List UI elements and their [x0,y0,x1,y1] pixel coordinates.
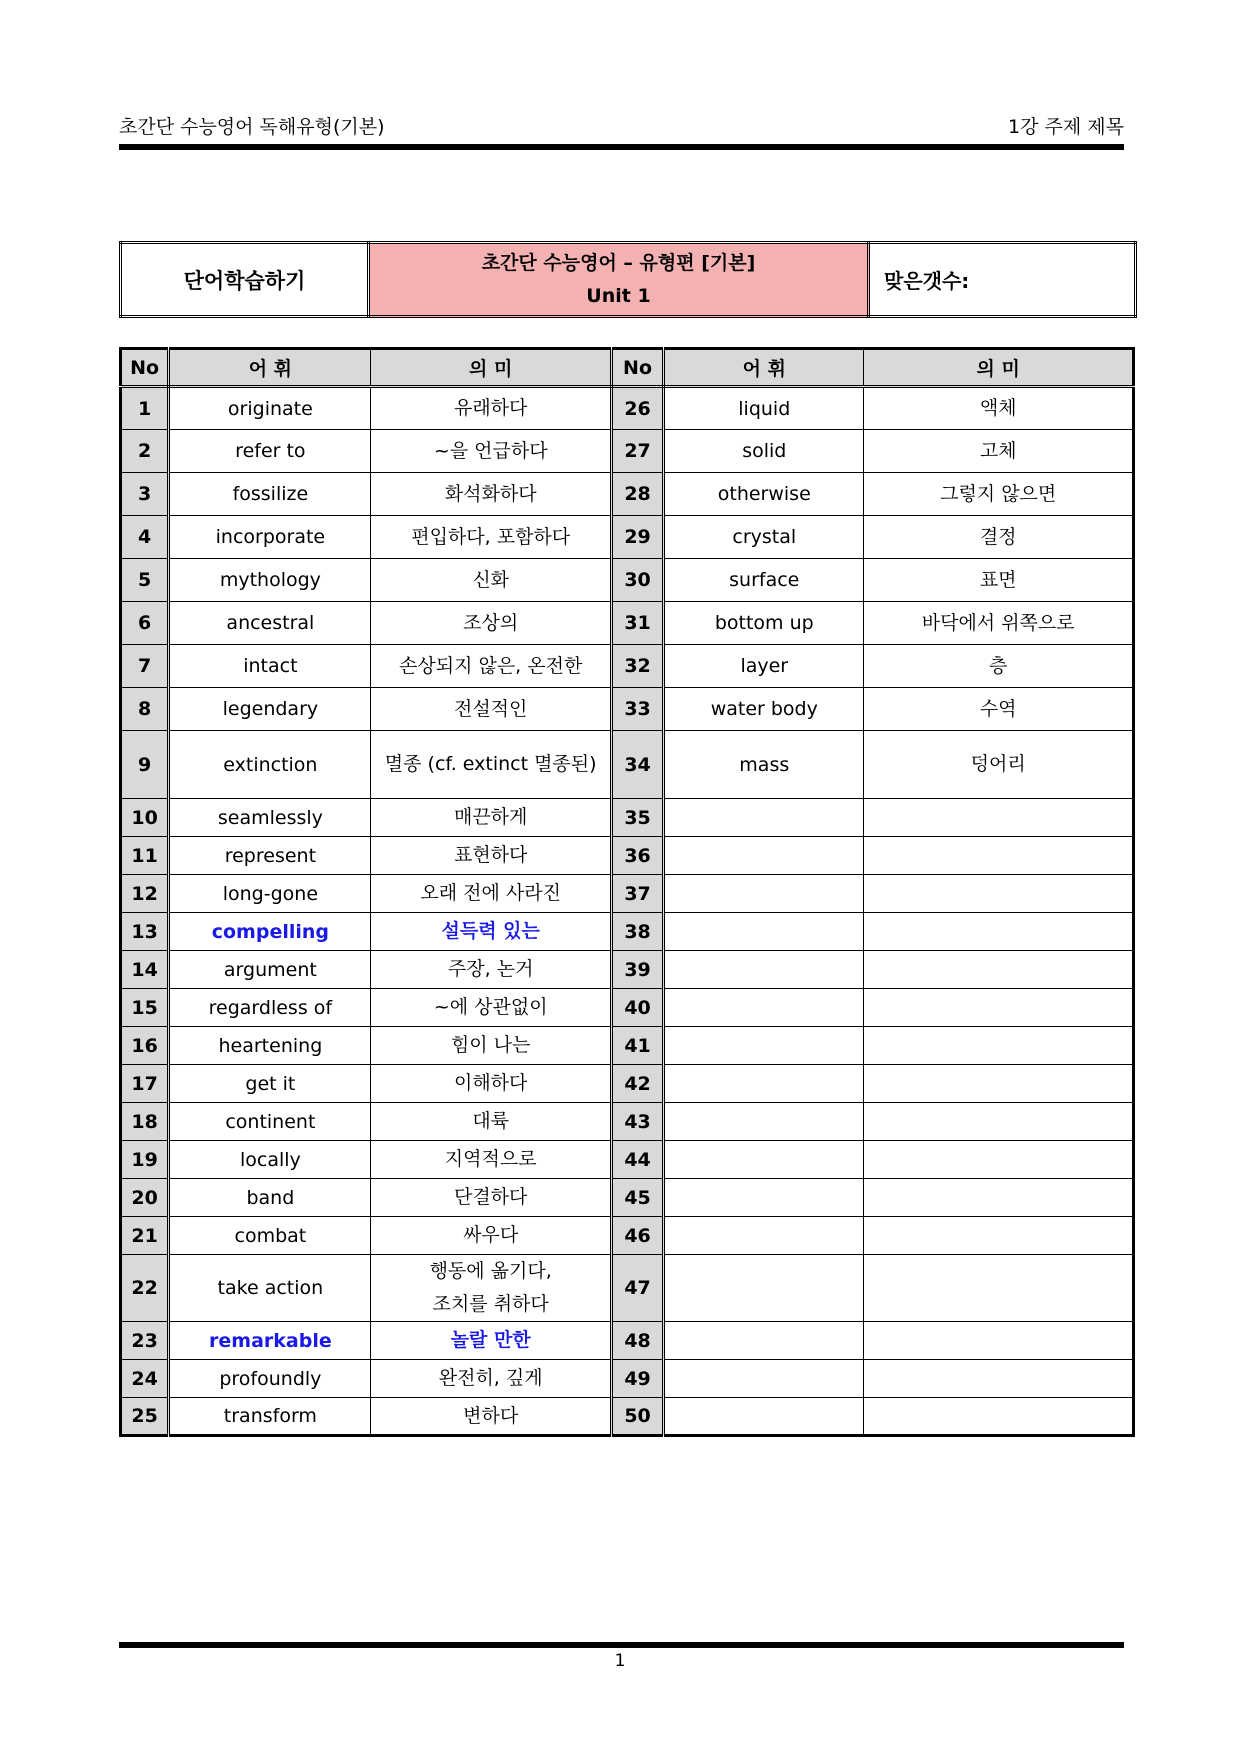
word-cell-2 [664,951,864,989]
unit-title: 초간단 수능영어 – 유형편 [기본] [481,251,756,274]
table-row [121,1103,1134,1141]
table-row [121,989,1134,1027]
word-cell-2 [664,913,864,951]
meaning-cell: 설득력 있는 [371,913,611,951]
meaning-cell: 완전히, 깊게 [371,1360,611,1398]
meaning-cell: 전설적인 [371,688,611,731]
row-number: 7 [121,645,169,688]
row-number-2: 50 [611,1398,663,1436]
meaning-cell: 지역적으로 [371,1141,611,1179]
meaning-cell: 오래 전에 사라진 [371,875,611,913]
word-cell-2: crystal [664,516,864,559]
word-cell-2 [664,1141,864,1179]
unit-title-cell [369,243,869,317]
word-cell-2: surface [664,559,864,602]
row-number: 17 [121,1065,169,1103]
table-row [121,951,1134,989]
word-cell-2: otherwise [664,473,864,516]
table-row [121,1398,1134,1436]
table-row [121,688,1134,731]
row-number: 10 [121,799,169,837]
word-cell-2 [664,1322,864,1360]
row-number: 16 [121,1027,169,1065]
meaning-cell: 화석화하다 [371,473,611,516]
word-cell: mythology [169,559,371,602]
word-cell-2 [664,1255,864,1322]
table-row [121,645,1134,688]
word-cell: transform [169,1398,371,1436]
word-cell: continent [169,1103,371,1141]
word-cell-2: solid [664,430,864,473]
table-row [121,799,1134,837]
meaning-cell-2 [864,1398,1134,1436]
row-number-2: 45 [611,1179,663,1217]
header-left-title: 초간단 수능영어 독해유형(기본) [119,116,385,138]
row-number-2: 38 [611,913,663,951]
score-label: 맞은갯수: [869,243,1136,317]
table-row [121,1179,1134,1217]
row-number-2: 37 [611,875,663,913]
meaning-cell-2 [864,913,1134,951]
col-meaning2-header: 의 미 [864,349,1134,387]
meaning-cell-2: 수역 [864,688,1134,731]
meaning-cell-2 [864,1141,1134,1179]
word-cell: remarkable [169,1322,371,1360]
meaning-cell-2 [864,1027,1134,1065]
meaning-cell-2: 그렇지 않으면 [864,473,1134,516]
meaning-cell-2: 고체 [864,430,1134,473]
meaning-cell-2 [864,1103,1134,1141]
meaning-cell-2 [864,1322,1134,1360]
row-number-2: 28 [611,473,663,516]
word-cell-2 [664,799,864,837]
row-number-2: 30 [611,559,663,602]
word-cell: long-gone [169,875,371,913]
meaning-cell: 주장, 논거 [371,951,611,989]
meaning-cell: 힘이 나는 [371,1027,611,1065]
meaning-cell: 이해하다 [371,1065,611,1103]
meaning-cell-2: 액체 [864,387,1134,430]
meaning-cell: 편입하다, 포함하다 [371,516,611,559]
row-number-2: 33 [611,688,663,731]
meaning-cell: 놀랄 만한 [371,1322,611,1360]
word-cell: locally [169,1141,371,1179]
word-cell: ancestral [169,602,371,645]
meaning-cell-2 [864,1179,1134,1217]
word-cell-2: layer [664,645,864,688]
word-cell-2 [664,1360,864,1398]
row-number: 19 [121,1141,169,1179]
word-cell-2: mass [664,731,864,799]
table-row [121,1027,1134,1065]
row-number: 6 [121,602,169,645]
row-number: 25 [121,1398,169,1436]
row-number: 4 [121,516,169,559]
table-row [121,731,1134,799]
row-number: 12 [121,875,169,913]
table-row [121,473,1134,516]
word-cell: intact [169,645,371,688]
table-row [121,1360,1134,1398]
table-row [121,559,1134,602]
row-number-2: 27 [611,430,663,473]
word-cell-2 [664,1217,864,1255]
meaning-cell: 매끈하게 [371,799,611,837]
meaning-cell: 행동에 옮기다, 조치를 취하다 [371,1255,611,1322]
word-cell-2 [664,1398,864,1436]
word-cell: extinction [169,731,371,799]
meaning-cell-2: 결정 [864,516,1134,559]
row-number-2: 39 [611,951,663,989]
table-row [121,387,1134,430]
meaning-cell-2 [864,1255,1134,1322]
meaning-cell-2 [864,1065,1134,1103]
word-cell-2: bottom up [664,602,864,645]
table-row [121,913,1134,951]
table-row [121,1322,1134,1360]
word-cell-2 [664,989,864,1027]
word-cell: regardless of [169,989,371,1027]
row-number-2: 29 [611,516,663,559]
row-number: 8 [121,688,169,731]
word-cell: take action [169,1255,371,1322]
word-cell: heartening [169,1027,371,1065]
word-cell: seamlessly [169,799,371,837]
meaning-cell: ~에 상관없이 [371,989,611,1027]
meaning-cell-2: 덩어리 [864,731,1134,799]
table-row [121,1141,1134,1179]
word-cell-2 [664,1103,864,1141]
word-cell: refer to [169,430,371,473]
word-cell: get it [169,1065,371,1103]
meaning-cell: 멸종 (cf. extinct 멸종된) [371,731,611,799]
row-number: 24 [121,1360,169,1398]
meaning-cell-2 [864,951,1134,989]
row-number: 1 [121,387,169,430]
study-label: 단어학습하기 [121,243,369,317]
table-row [121,1065,1134,1103]
header-right-title: 1강 주제 제목 [1008,116,1124,138]
word-cell: combat [169,1217,371,1255]
meaning-cell: 손상되지 않은, 온전한 [371,645,611,688]
word-cell: argument [169,951,371,989]
col-meaning-header: 의 미 [371,349,611,387]
col-no2-header: No [611,349,663,387]
meaning-cell: 싸우다 [371,1217,611,1255]
word-cell: compelling [169,913,371,951]
meaning-cell-2 [864,799,1134,837]
row-number: 13 [121,913,169,951]
row-number-2: 49 [611,1360,663,1398]
header-rule [119,144,1124,150]
word-cell-2: water body [664,688,864,731]
meaning-cell-2 [864,837,1134,875]
row-number: 23 [121,1322,169,1360]
table-row [121,875,1134,913]
meaning-cell-2 [864,1217,1134,1255]
row-number-2: 47 [611,1255,663,1322]
meaning-cell: 단결하다 [371,1179,611,1217]
row-number-2: 35 [611,799,663,837]
row-number: 14 [121,951,169,989]
row-number: 9 [121,731,169,799]
row-number: 21 [121,1217,169,1255]
table-row [121,1217,1134,1255]
table-row [121,602,1134,645]
row-number-2: 48 [611,1322,663,1360]
row-number-2: 34 [611,731,663,799]
word-cell: originate [169,387,371,430]
title-box [119,241,1137,318]
word-cell-2 [664,837,864,875]
row-number: 15 [121,989,169,1027]
meaning-cell: ~을 언급하다 [371,430,611,473]
row-number: 18 [121,1103,169,1141]
col-no-header: No [121,349,169,387]
row-number: 20 [121,1179,169,1217]
word-cell: incorporate [169,516,371,559]
meaning-cell: 변하다 [371,1398,611,1436]
row-number-2: 36 [611,837,663,875]
row-number-2: 42 [611,1065,663,1103]
vocab-table [119,347,1135,1437]
row-number: 5 [121,559,169,602]
word-cell-2: liquid [664,387,864,430]
row-number-2: 31 [611,602,663,645]
meaning-cell: 표현하다 [371,837,611,875]
meaning-cell-2: 층 [864,645,1134,688]
table-row [121,1255,1134,1322]
row-number-2: 46 [611,1217,663,1255]
meaning-cell-2: 표면 [864,559,1134,602]
page-number: 1 [614,1651,626,1671]
word-cell: legendary [169,688,371,731]
word-cell-2 [664,1027,864,1065]
word-cell: fossilize [169,473,371,516]
meaning-cell: 조상의 [371,602,611,645]
word-cell-2 [664,1179,864,1217]
word-cell: band [169,1179,371,1217]
row-number-2: 26 [611,387,663,430]
vocab-body [121,387,1134,1436]
meaning-cell-2 [864,989,1134,1027]
row-number: 11 [121,837,169,875]
meaning-cell-2: 바닥에서 위쪽으로 [864,602,1134,645]
col-word2-header: 어 휘 [664,349,864,387]
table-row [121,430,1134,473]
word-cell-2 [664,875,864,913]
row-number: 3 [121,473,169,516]
word-cell-2 [664,1065,864,1103]
meaning-cell: 대륙 [371,1103,611,1141]
col-word-header: 어 휘 [169,349,371,387]
footer-rule [119,1642,1124,1648]
row-number-2: 43 [611,1103,663,1141]
row-number: 22 [121,1255,169,1322]
table-row [121,516,1134,559]
word-cell: represent [169,837,371,875]
table-row [121,837,1134,875]
meaning-cell-2 [864,875,1134,913]
table-header-row [121,349,1134,387]
row-number-2: 41 [611,1027,663,1065]
row-number-2: 40 [611,989,663,1027]
row-number-2: 32 [611,645,663,688]
meaning-cell-2 [864,1360,1134,1398]
meaning-cell: 신화 [371,559,611,602]
row-number: 2 [121,430,169,473]
word-cell: profoundly [169,1360,371,1398]
meaning-cell: 유래하다 [371,387,611,430]
unit-number: Unit 1 [586,284,651,307]
row-number-2: 44 [611,1141,663,1179]
